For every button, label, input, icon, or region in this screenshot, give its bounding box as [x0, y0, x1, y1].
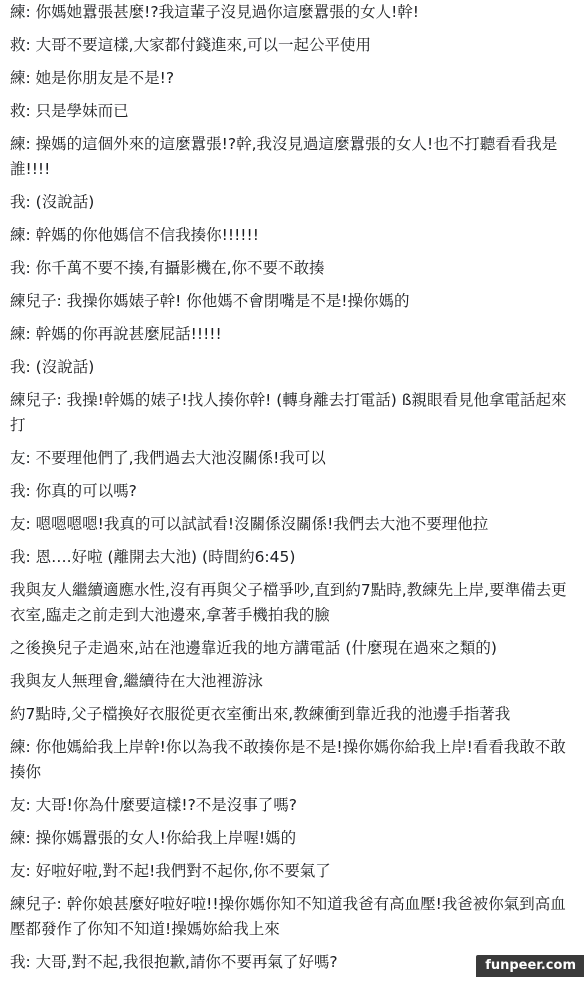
- dialogue-line: 我與友人繼續適應水性,沒有再與父子檔爭吵,直到約7點時,教練先上岸,要準備去更衣室,臨走之前走到大池邊來,拿著手機拍我的臉: [10, 581, 567, 624]
- dialogue-line: 練兒子: 我操!幹媽的婊子!找人揍你幹! (轉身離去打電話) ß親眼看見他拿電話起來打: [10, 391, 567, 434]
- dialogue-line: 練: 幹媽的你再說甚麼屁話!!!!!: [10, 325, 222, 343]
- dialogue-line: 練: 你媽她囂張甚麼!?我這輩子沒見過你這麼囂張的女人!幹!: [10, 3, 420, 21]
- dialogue-line: 救: 只是學妹而已: [10, 102, 129, 120]
- dialogue-line: 友: 大哥!你為什麼要這樣!?不是沒事了嗎?: [10, 796, 298, 814]
- site-watermark: funpeer.com: [476, 955, 584, 977]
- dialogue-line: 我: 恩….好啦 (離開去大池) (時間約6:45): [10, 548, 296, 566]
- dialogue-line: 我: 你千萬不要不揍,有攝影機在,你不要不敢揍: [10, 259, 325, 277]
- dialogue-line: 約7點時,父子檔換好衣服從更衣室衝出來,教練衝到靠近我的池邊手指著我: [10, 705, 511, 723]
- dialogue-line: 我: (沒說話): [10, 358, 95, 376]
- dialogue-line: 練兒子: 幹你娘甚麼好啦好啦!!操你媽你知不知道我爸有高血壓!我爸被你氣到高血壓都發作了你知不知道!操媽妳給我上來: [10, 895, 566, 938]
- dialogue-line: 練: 你他媽給我上岸幹!你以為我不敢揍你是不是!操你媽你給我上岸!看看我敢不敢揍你: [10, 738, 566, 781]
- dialogue-line: 我與友人無理會,繼續待在大池裡游泳: [10, 672, 263, 690]
- dialogue-line: 我: (沒說話): [10, 193, 95, 211]
- dialogue-line: 友: 不要理他們了,我們過去大池沒關係!我可以: [10, 449, 326, 467]
- dialogue-line: 練兒子: 我操你媽婊子幹! 你他媽不會閉嘴是不是!操你媽的: [10, 292, 410, 310]
- dialogue-line: 友: 好啦好啦,對不起!我們對不起你,你不要氣了: [10, 862, 331, 880]
- dialogue-line: 我: 你真的可以嗎?: [10, 482, 137, 500]
- dialogue-line: 救: 大哥不要這樣,大家都付錢進來,可以一起公平使用: [10, 36, 372, 54]
- dialogue-line: 練: 她是你朋友是不是!?: [10, 69, 175, 87]
- dialogue-line: 練: 操媽的這個外來的這麼囂張!?幹,我沒見過這麼囂張的女人!也不打聽看看我是誰!!!!: [10, 135, 558, 178]
- dialogue-line: 我: 大哥,對不起,我很抱歉,請你不要再氣了好嗎?: [10, 953, 338, 971]
- post-body: [10, 0, 578, 983]
- dialogue-line: 練: 操你媽囂張的女人!你給我上岸喔!媽的: [10, 829, 297, 847]
- dialogue-line: 友: 嗯嗯嗯嗯!我真的可以試試看!沒關係沒關係!我們去大池不要理他拉: [10, 515, 489, 533]
- dialogue-line: 之後換兒子走過來,站在池邊靠近我的地方講電話 (什麼現在過來之類的): [10, 639, 497, 657]
- dialogue-line: 練: 幹媽的你他媽信不信我揍你!!!!!!: [10, 226, 259, 244]
